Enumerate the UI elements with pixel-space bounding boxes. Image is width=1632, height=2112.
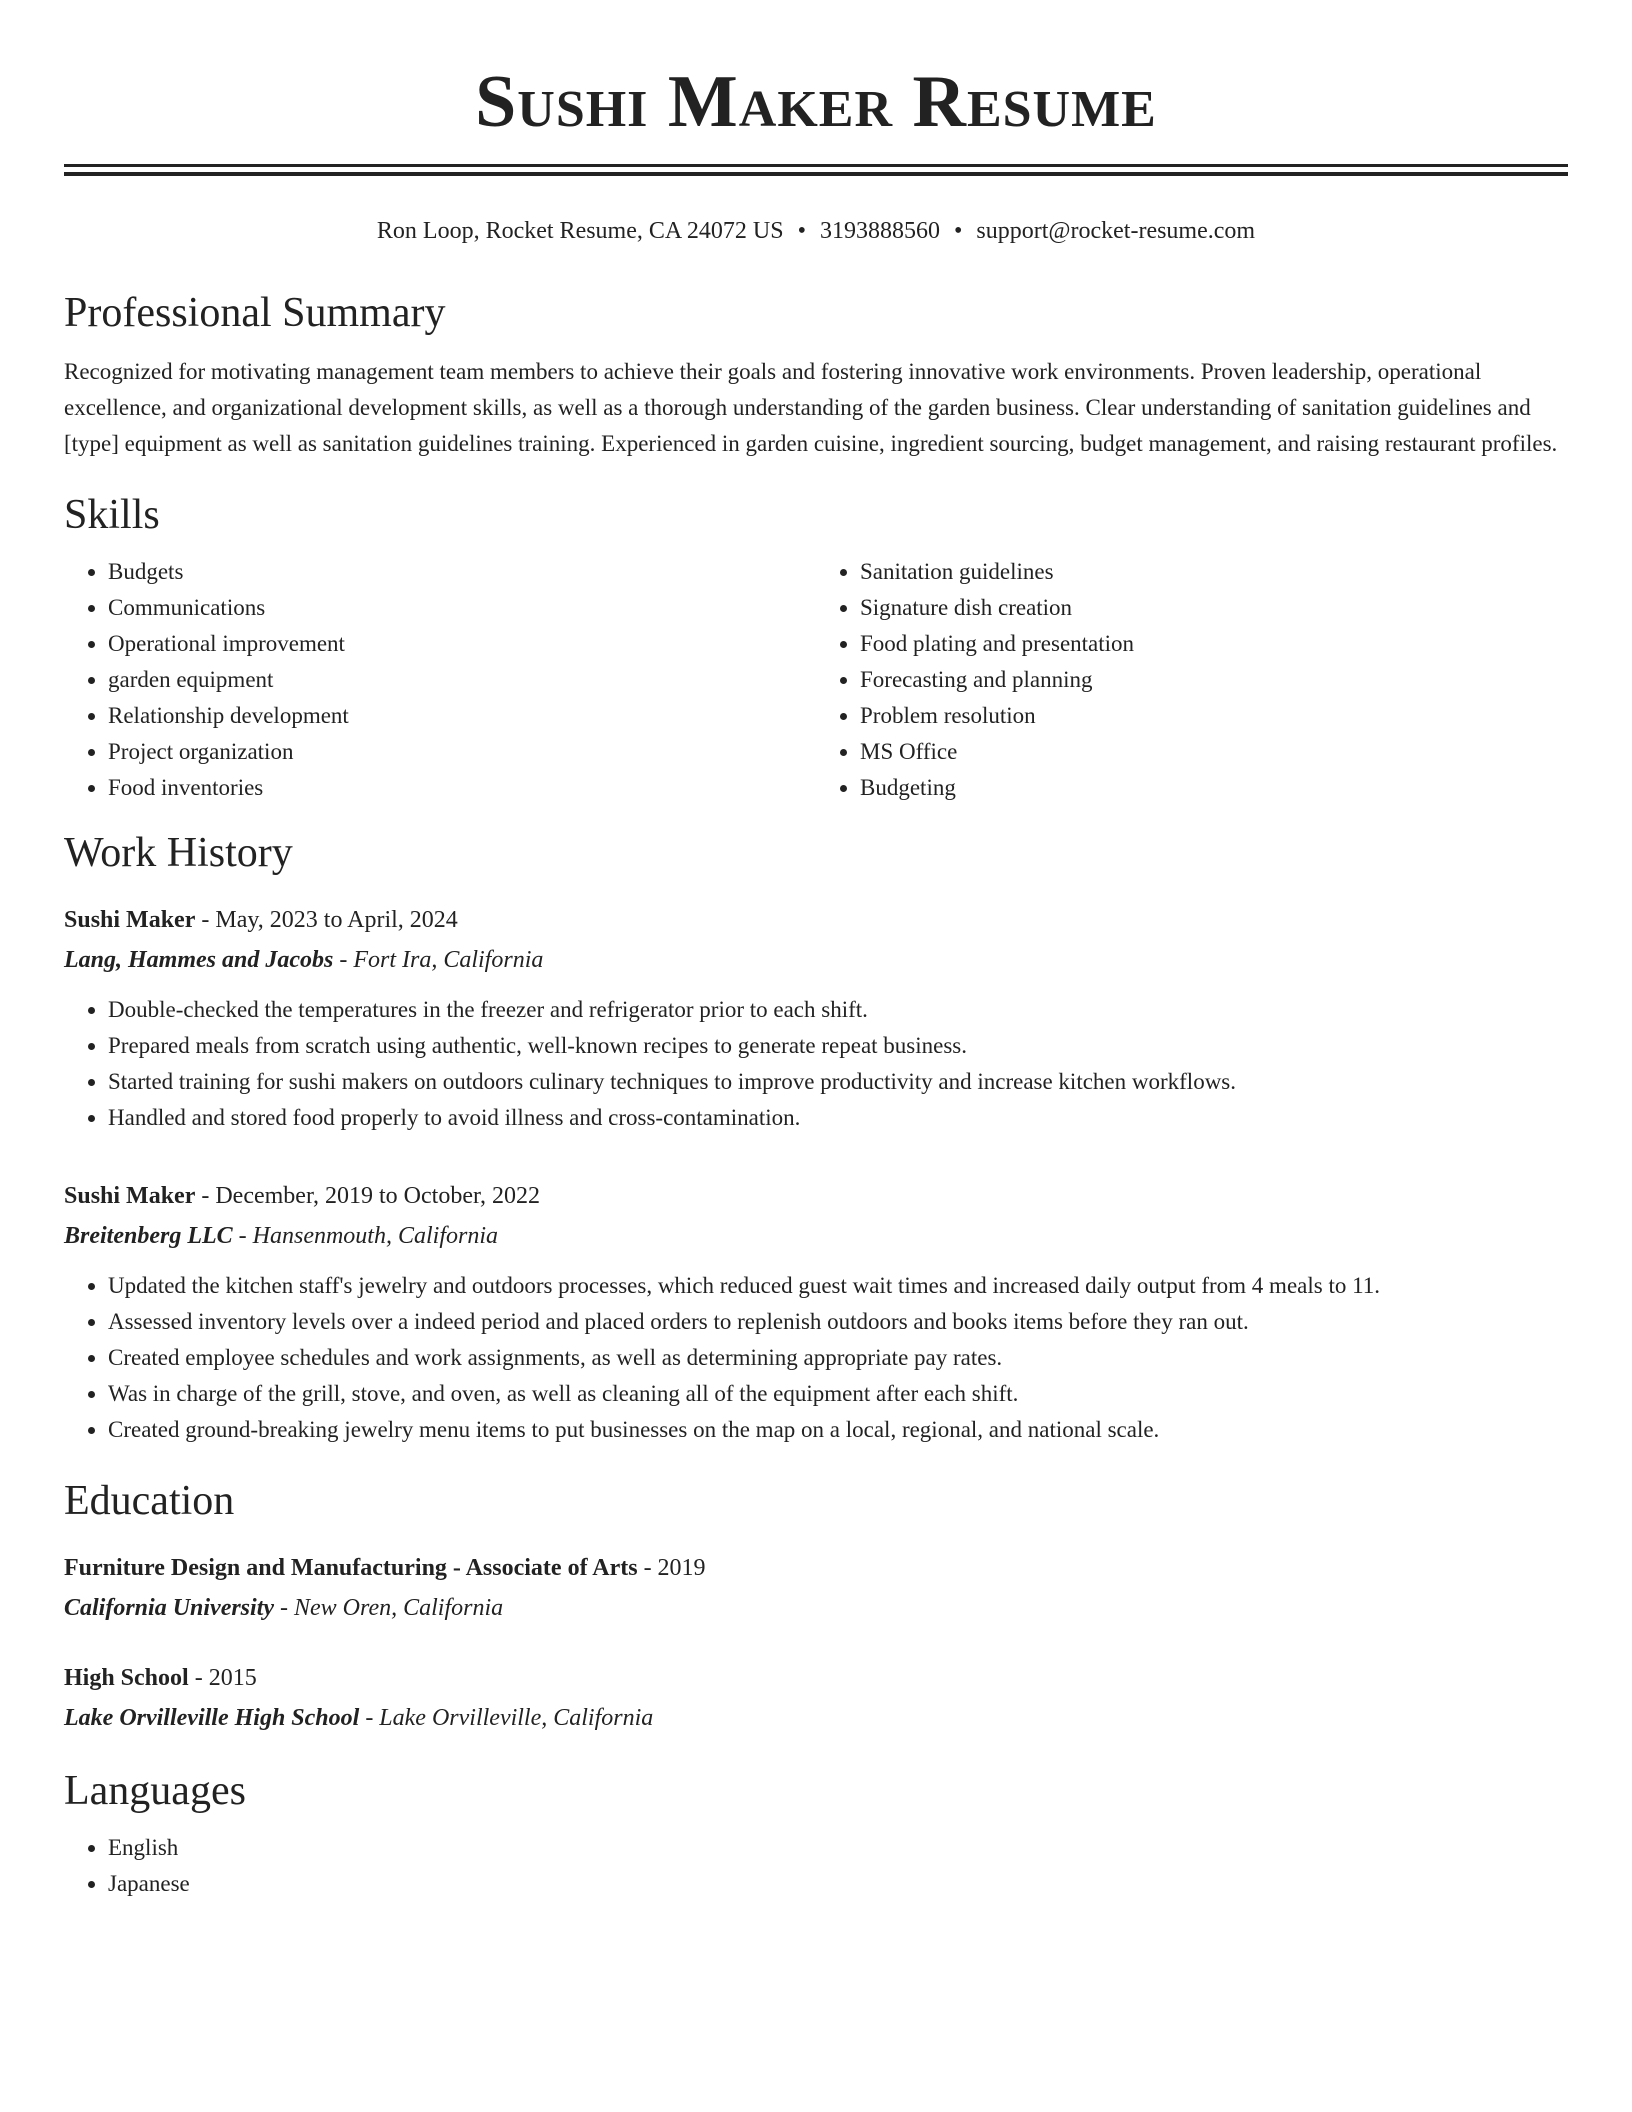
job-entry [64, 1176, 1568, 1448]
skills-list [64, 554, 1568, 806]
job-duty: • Double-checked the temperatures in the freezer and refrigerator prior to each shift. [108, 992, 1568, 1028]
contact-email: support@rocket-resume.com [976, 218, 1256, 244]
skills-heading: Skills [64, 492, 160, 538]
title-divider-bottom [64, 172, 1568, 176]
job-company: Breitenberg LLC [64, 1223, 233, 1249]
contact-separator: • [953, 218, 963, 244]
resume-title: Sushi Maker Resume [475, 61, 1157, 143]
job-duty: • Prepared meals from scratch using authentic, well-known recipes to generate repeat business. [108, 1028, 1568, 1064]
education-header [64, 1548, 1568, 1588]
education-location: - New Oren, California [274, 1595, 504, 1621]
job-duty: • Started training for sushi makers on outdoors culinary techniques to improve productivity and increase kitchen workflows. [108, 1064, 1568, 1100]
skill-item: • Food plating and presentation [860, 626, 1568, 662]
education-school: California University [64, 1595, 275, 1621]
education-header [64, 1658, 1568, 1698]
education-entry [64, 1658, 1568, 1738]
job-duty: • Handled and stored food properly to avoid illness and cross-contamination. [108, 1100, 1568, 1136]
job-company: Lang, Hammes and Jacobs [64, 947, 334, 973]
job-duty: • Updated the kitchen staff's jewelry and outdoors processes, which reduced guest wait times and increased daily output from 4 meals to 11. [108, 1268, 1568, 1304]
skills-column-left [64, 554, 816, 806]
skill-item: • MS Office [860, 734, 1568, 770]
contact-line [64, 216, 1568, 246]
work-history-heading: Work History [64, 830, 293, 876]
skill-item: • Forecasting and planning [860, 662, 1568, 698]
job-location: - Hansenmouth, California [232, 1223, 498, 1249]
summary-heading: Professional Summary [64, 290, 446, 336]
summary-text: Recognized for motivating management team members to achieve their goals and fostering innovative work environments. Proven leadership, operational excellence, and organizational development skills, as well as a thorough understanding of the garden business. Clear understanding of sanitation guidelines and [type] equipment as well as sanitation guidelines training. Experienced in garden cuisine, ingredient sourcing, budget management, and raising restaurant profiles. [64, 359, 1558, 456]
skills-column-right [816, 554, 1568, 806]
job-duties [64, 1268, 1568, 1448]
job-duties [64, 992, 1568, 1136]
skill-item: • Food inventories [108, 770, 816, 806]
skill-item: • garden equipment [108, 662, 816, 698]
education-institution [64, 1698, 1568, 1738]
job-role: Sushi Maker [64, 907, 196, 933]
education-degree: Furniture Design and Manufacturing - Associate of Arts [64, 1555, 638, 1581]
skill-item: • Problem resolution [860, 698, 1568, 734]
education-location: - Lake Orvilleville, California [359, 1705, 654, 1731]
skill-item: • Communications [108, 590, 816, 626]
job-duty: • Created employee schedules and work assignments, as well as determining appropriate pay rates. [108, 1340, 1568, 1376]
language-item: • Japanese [108, 1866, 1568, 1902]
contact-address: Ron Loop, Rocket Resume, CA 24072 US [376, 218, 784, 244]
job-header [64, 1176, 1568, 1216]
skill-item: • Signature dish creation [860, 590, 1568, 626]
education-institution [64, 1588, 1568, 1628]
job-location: - Fort Ira, California [333, 947, 544, 973]
contact-phone: 3193888560 [819, 218, 940, 244]
education-year: - 2015 [188, 1665, 257, 1691]
education-school: Lake Orvilleville High School [64, 1705, 360, 1731]
job-dates: - May, 2023 to April, 2024 [195, 907, 458, 933]
job-entry [64, 900, 1568, 1136]
skill-item: • Sanitation guidelines [860, 554, 1568, 590]
contact-separator: • [797, 218, 806, 244]
education-heading: Education [64, 1478, 235, 1524]
education-entry [64, 1548, 1568, 1628]
job-employer [64, 1216, 1568, 1256]
job-dates: - December, 2019 to October, 2022 [195, 1183, 540, 1209]
skill-item: • Budgets [108, 554, 816, 590]
job-duty: • Was in charge of the grill, stove, and oven, as well as cleaning all of the equipment after each shift. [108, 1376, 1568, 1412]
education-year: - 2019 [637, 1555, 706, 1581]
languages-heading: Languages [64, 1768, 246, 1814]
languages-list [64, 1830, 1568, 1902]
job-employer [64, 940, 1568, 980]
education-degree: High School [64, 1665, 189, 1691]
skill-item: • Operational improvement [108, 626, 816, 662]
skill-item: • Budgeting [860, 770, 1568, 806]
job-header [64, 900, 1568, 940]
job-duty: • Created ground-breaking jewelry menu items to put businesses on the map on a local, regional, and national scale. [108, 1412, 1568, 1448]
title-divider-top [64, 164, 1568, 167]
language-item: • English [108, 1830, 1568, 1866]
job-duty: • Assessed inventory levels over a indeed period and placed orders to replenish outdoors and books items before they ran out. [108, 1304, 1568, 1340]
skill-item: • Project organization [108, 734, 816, 770]
skill-item: • Relationship development [108, 698, 816, 734]
job-role: Sushi Maker [64, 1183, 196, 1209]
